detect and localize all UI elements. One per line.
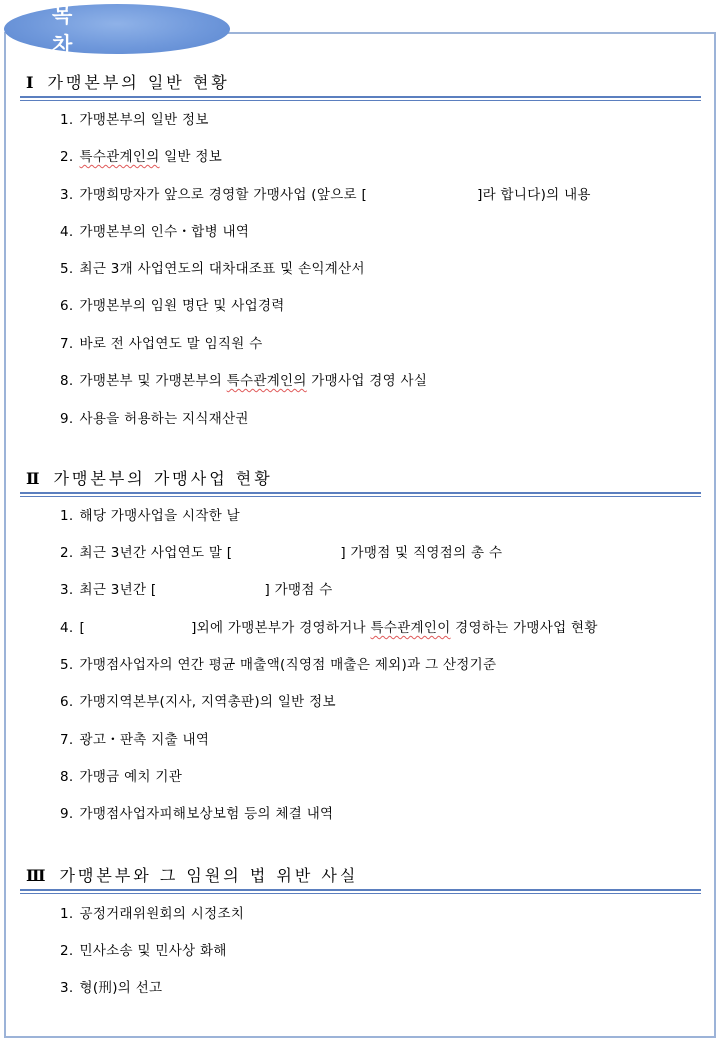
list-item: 8. 가맹본부 및 가맹본부의 특수관계인의 가맹사업 경영 사실 — [60, 373, 428, 389]
list-item: 9. 사용을 허용하는 지식재산권 — [60, 411, 249, 427]
list-item: 3. 형(刑)의 선고 — [60, 980, 163, 996]
list-item: 7. 바로 전 사업연도 말 임직원 수 — [60, 336, 263, 352]
section-heading-1: Ⅰ 가맹본부의 일반 현황 — [26, 73, 230, 92]
list-item: 2. 민사소송 및 민사상 화해 — [60, 943, 227, 959]
section-rule-1 — [20, 96, 701, 101]
list-item: 6. 가맹본부의 임원 명단 및 사업경력 — [60, 298, 285, 314]
list-item: 7. 광고・판촉 지출 내역 — [60, 732, 210, 748]
section-rule-3 — [20, 889, 701, 894]
list-item: 2. 특수관계인의 일반 정보 — [60, 149, 223, 165]
list-item: 1. 가맹본부의 일반 정보 — [60, 112, 209, 128]
list-item: 2. 최근 3년간 사업연도 말 [ ] 가맹점 및 직영점의 총 수 — [60, 545, 503, 561]
list-item: 1. 공정거래위원회의 시정조치 — [60, 906, 245, 922]
list-item: 5. 최근 3개 사업연도의 대차대조표 및 손익계산서 — [60, 261, 365, 277]
list-item: 9. 가맹점사업자피해보상보험 등의 체결 내역 — [60, 806, 334, 822]
section-rule-2 — [20, 492, 701, 497]
toc-title-badge — [4, 3, 230, 57]
section-heading-3: Ⅲ 가맹본부와 그 임원의 법 위반 사실 — [26, 866, 359, 885]
list-item: 8. 가맹금 예치 기관 — [60, 769, 183, 785]
list-item: 1. 해당 가맹사업을 시작한 날 — [60, 508, 241, 524]
list-item: 4. [ ]외에 가맹본부가 경영하거나 특수관계인이 경영하는 가맹사업 현황 — [60, 620, 598, 636]
section-heading-2: Ⅱ 가맹본부의 가맹사업 현황 — [26, 469, 273, 488]
list-item: 5. 가맹점사업자의 연간 평균 매출액(직영점 매출은 제외)과 그 산정기준 — [60, 657, 497, 673]
list-item: 4. 가맹본부의 인수・합병 내역 — [60, 224, 250, 240]
list-item: 3. 최근 3년간 [ ] 가맹점 수 — [60, 582, 333, 598]
toc-title: 목 차 — [52, 3, 121, 57]
list-item: 6. 가맹지역본부(지사, 지역총판)의 일반 정보 — [60, 694, 336, 710]
list-item: 3. 가맹희망자가 앞으로 경영할 가맹사업 (앞으로 [ ]라 합니다)의 내용 — [60, 187, 591, 203]
